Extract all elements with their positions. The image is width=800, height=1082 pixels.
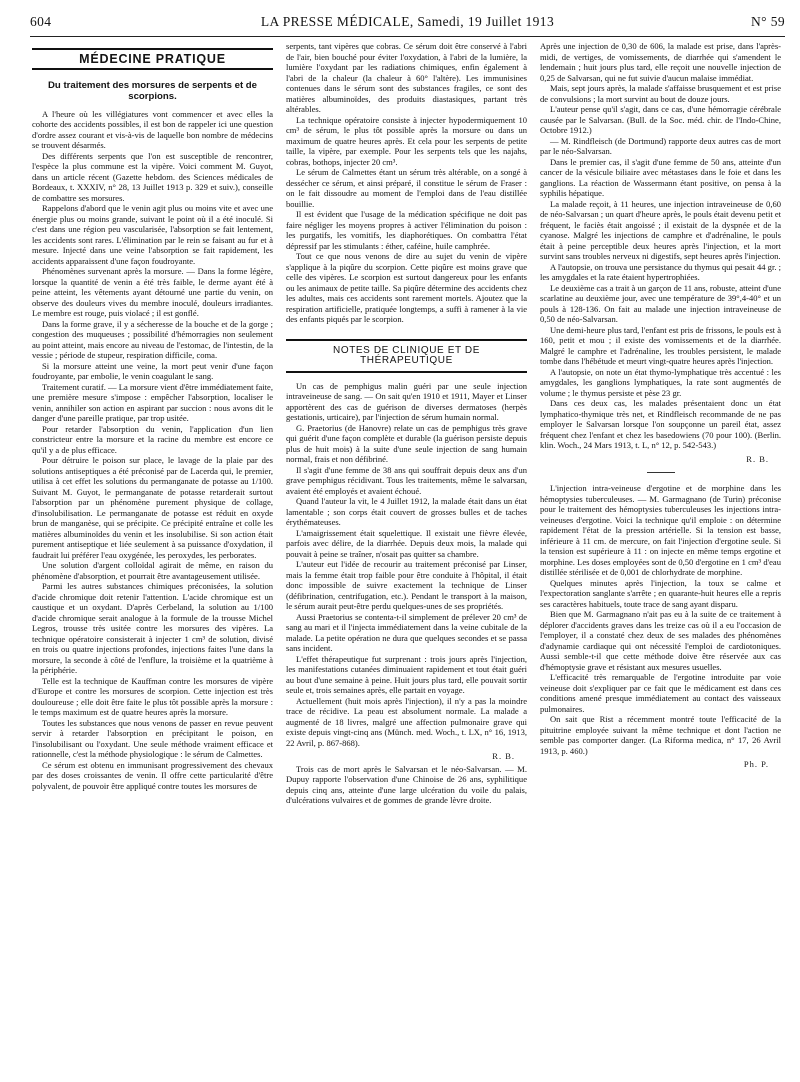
paragraph: Pour retarder l'absorption du venin, l'application d'un lien constricteur entre la morsure et la racine du membre est encore ce qu'il y a de plus efficace. — [32, 423, 273, 455]
paragraph: A l'heure où les villégiatures vont commencer et avec elles la cohorte des accidents possibles, il est bon de rappeler ici une question d'ordre assez courant et vis-à-vis de laquelle bon nombre de médecins se trouvent désarmés. — [32, 108, 273, 150]
paragraph: Toutes les substances que nous venons de passer en revue peuvent servir à retarder l'absorption en précipitant le poison, en l'insolubilisant ou l'oxydant. Une seule méthode vraiment efficace et rationnelle, c'est la méthode physiologique : le sérum de Calmettes. — [32, 717, 273, 759]
paragraph: L'effet thérapeutique fut surprenant : trois jours après l'injection, les manifestations cutanées diminuaient rapidement et tout était guéri au bout d'une semaine à peine. Huit jours plus tard, elle pouvait sortir seule et, trois semaines après, elle partait en voyage. — [286, 653, 527, 695]
paragraph: Ce sérum est obtenu en immunisant progressivement des chevaux par des doses croissantes de venin. Il offre cette particularité d'être polyvalent, de pouvoir être appliqué contre toutes les morsures de — [32, 759, 273, 791]
signature: Ph. P. — [743, 759, 769, 769]
paragraph: A l'autopsie, on trouva une persistance du thymus qui pesait 44 gr. ; les amygdales et la rate étaient hypertrophiées. — [540, 261, 781, 282]
column-2 — [286, 41, 527, 1071]
paragraph: Actuellement (huit mois après l'injection), il n'y a pas la moindre trace de récidive. La peau est absolument normale. La malade a augmenté de 18 livres, malgré une affection pulmonaire grave qui existe depuis vingt-cinq ans (Münch. med. Woch., t. LX, n° 16, 1913, 22 Avril, p. 867-868). — [286, 695, 527, 748]
signature: R. B. — [746, 453, 769, 464]
paragraph: Rappelons d'abord que le venin agit plus ou moins vite et avec une énergie plus ou moins grande, suivant le point où il a été inoculé. Si c'est dans une région peu vascularisée, l'absorption se fait lentement, les accidents sont rares. L'élimination par le rein se faisant au fur et à mesure. Injecté dans une veine l'absorption se fait rapidement, les accidents apparaissent d'une façon foudroyante. — [32, 203, 273, 266]
paragraph: Dans la forme grave, il y a sécheresse de la bouche et de la gorge ; congestion des muqueuses ; possibilité d'hémorragies non seulement au point atteint, mais encore au niveau de l'estomac, de l'intestin, de la vessie ; période de stupeur, respiration difficile, coma. — [32, 318, 273, 360]
paragraph: Il s'agit d'une femme de 38 ans qui souffrait depuis deux ans d'un grave pemphigus récidivant. Tous les traitements, même le salvarsan, avaient été employés et avaient échoué. — [286, 464, 527, 496]
signature: R. B. — [492, 751, 515, 761]
paragraph: Bien que M. Garmagnano n'ait pas eu à la suite de ce traitement à déplorer d'accidents graves dans les treize cas où il a eu l'occasion de l'employer, il a constaté chez deux de ses malades des phénomènes d'adynamie cardiaque qui ont nécessité l'emploi de cardiotoniques. Aussi semble-t-il que cette méthode doive être réservée aux cas d'hémoptysie grave et résistant aux mesures usuelles. — [540, 609, 781, 672]
paragraph: Aussi Praetorius se contenta-t-il simplement de prélever 20 cm³ de sang au mari et il l'injecta immédiatement dans la veine cubitale de la malade. La petite opération ne dura que quelques secondes et se passa sans incident. — [286, 611, 527, 653]
paragraph: L'efficacité très remarquable de l'ergotine introduite par voie veineuse doit s'expliquer par ce fait que le médicament est dans ces conditions amené presque immédiatement au contact des vaisseaux pulmonaires. — [540, 672, 781, 714]
paragraph: Quand l'auteur la vit, le 4 Juillet 1912, la malade était dans un état lamentable ; son corps était couvert de grosses bulles et de taches érythémateuses. — [286, 496, 527, 527]
paragraph: — M. Rindfleisch (de Dortmund) rapporte deux autres cas de mort par le néo-Salvarsan. — [540, 135, 781, 156]
paragraph: Dans le premier cas, il s'agit d'une femme de 50 ans, atteinte d'un cancer de la vésicule biliaire avec métastases dans le foie et dans les ganglions. La réaction de Wassermann étant positive, on pensa à la syphilis hépatique. — [540, 156, 781, 198]
paragraph: On sait que Rist a récemment montré toute l'efficacité de la pituitrine employée suivant la même technique et dont l'action ne semble pas comporter danger. (La Riforma medica, n° 17, 26 Avril 1913, p. 460.) — [540, 714, 781, 756]
paragraph: La technique opératoire consiste à injecter hypodermiquement 10 cm³ de sérum, le plus tôt possible après la morsure ou dans un maximum de quatre heures après. Et cela pour les serpents de petite taille, la vipère, par exemple. Pour les serpents tels que les najahs, cobras, bothops, injecter 20 cm³. — [286, 114, 527, 167]
paragraph: Il est évident que l'usage de la médication spécifique ne doit pas faire négliger les moyens propres à activer l'élimination du poison : les purgatifs, les vomitifs, les diaphorétiques. On combattra l'état dépressif par les stimulants : éther, caféine, huile camphrée. — [286, 209, 527, 251]
paragraph: Tout ce que nous venons de dire au sujet du venin de vipère s'applique à la piqûre du scorpion. Cette piqûre est moins grave que celle des vipères. Le scorpion est surtout dangereux pour les enfants ou les animaux de petite taille. Sa piqûre détermine des accidents chez les adultes, mais ces accidents sont rarement mortels. Ajoutez que la respiration artificielle, pratiquée longtemps, a suffi à ramener à la vie des enfants piqués par le scorpion. — [286, 251, 527, 324]
paragraph: Pour détruire le poison sur place, le lavage de la plaie par des solutions antiseptiques a été préconisé par de Lacerda qui, le premier, utilisa à cet effet les solutions du permanganate de potasse au 1/100. Suivant M. Guyot, le permanganate de potasse retarderait surtout l'absorption par un phénomène purement physique de collage, d'insolubilisation. Le permanganate de potasse est réduit en oxyde brun de manganèse, qui se précipite. Ce précipité entraîne et colle les matières albuminoïdes du venin et les insolubilise. Si son action était purement antiseptique et liée seulement à sa puissance d'oxydation, il faudrait lui préférer l'eau oxygénée, les peroxydes, les perborates. — [32, 455, 273, 560]
paragraph-ergotine-lead: L'injection intra-veineuse d'ergotine et de morphine dans les hémoptysies tuberculeuses. — M. Garmagnano (de Turin) préconise pour le traitement des hémoptysies tuberculeuses les injections intra-veineuses d'ergotine. Voici la technique qu'il emploie : on détermine rapidement l'état de la pression artérielle. Si la tension est basse, inférieure à 11 cm. de mercure, on fait l'injection d'ergotine seule. Si la tension est supérieure à 11 : on injecte en même temps ergotine et morphine. Les doses employées sont de 0,50 d'ergotine en 1 cm³ d'eau distillée stérilisée et de 0,001 de chlorhydrate de morphine. — [540, 483, 781, 577]
section-divider — [647, 472, 675, 473]
paragraph: Mais, sept jours après, la malade s'affaisse brusquement et est prise de convulsions ; la mort survint au bout de douze jours. — [540, 83, 781, 104]
paragraph-salvarsan-lead: Trois cas de mort après le Salvarsan et le néo-Salvarsan. — M. Dupuy rapporte l'observation d'une Chinoise de 26 ans, syphilitique depuis cinq ans, atteinte d'une large ulcération du voile du palais, d'ulcérations vulvaires et de gommes de grande lèvre droite. — [286, 763, 527, 805]
paragraph: L'auteur pense qu'il s'agit, dans ce cas, d'une hémorragie cérébrale causée par le Salvarsan. (Bull. de la Soc. méd. chir. de l'Indo-Chine, Octobre 1912.) — [540, 104, 781, 135]
paragraph: La malade reçoit, à 11 heures, une injection intraveineuse de 0,60 de néo-Salvarsan ; un quart d'heure après, le pouls était devenu petit et fréquent, le faciès était angoissé ; il existait de la dyspnée et de la cyanose. Malgré les injections de camphre et d'adrénaline, le pouls était à peine perceptible deux heures après l'injection, et la mort survint sans troubles nerveux ni digestifs, sept heures après l'injection. — [540, 198, 781, 261]
paragraph: L'amaigrissement était squelettique. Il existait une fièvre élevée, parfois avec délire, de la diarrhée. Depuis deux mois, la malade qui pouvait à peine se traîner, n'osait pas quitter sa chambre. — [286, 527, 527, 559]
paragraph-pemphigus-lead: Un cas de pemphigus malin guéri par une seule injection intraveineuse de sang. — On sait qu'en 1910 et 1911, Mayer et Linser apportèrent des cas de guérison de diverses dermatoses (herpès gestationis, urticaire), par l'injection de sérum humain normal. — [286, 380, 527, 422]
column-1 — [32, 41, 273, 1071]
paragraph: Le sérum de Calmettes étant un sérum très altérable, on a songé à dessécher ce sérum, et ainsi préparé, il constitue le sérum de Fraser : on le fait dissoudre au moment de l'emploi dans de l'eau distillée bouillie. — [286, 167, 527, 209]
column-3 — [540, 41, 781, 1071]
header-rule — [30, 36, 785, 37]
paragraph: Quelques minutes après l'injection, la toux se calme et l'expectoration sanglante s'arrête ; en quarante-huit heures elle a repris ses caractères habituels, toute trace de sang ayant disparu. — [540, 577, 781, 609]
paragraph: G. Praetorius (de Hanovre) relate un cas de pemphigus très grave qui guérit d'une façon complète et durable (la guérison persiste depuis plus de huit mois) à la suite d'une seule injection de sang humain normal, frais et non défibriné. — [286, 422, 527, 464]
paragraph: L'auteur eut l'idée de recourir au traitement préconisé par Linser, mais la femme était trop faible pour être conduite à l'hôpital, il était donc impossible de suivre exactement la technique de Linser (défibrination, centrifugation, etc.). Pendant le transport à la maison, le sérum aurait peut-être perdu quelques-unes de ses propriétés. — [286, 559, 527, 611]
page-header — [30, 14, 785, 34]
article-title-morsures: Du traitement des morsures de serpents et de scorpions. — [48, 79, 257, 102]
paragraph: Dans ces deux cas, les malades présentaient donc un état lymphatico-thymique très net, et Rindfleisch recommande de ne pas employer le Salvarsan lorsque l'on soupçonne un pareil état, assez fréquent chez l'enfant et chez les basedowiens (70 pour 100). (Berlin. klin. Woch., 24 Mars 1913, t. L, n° 12, p. 542-543.) — [540, 398, 781, 450]
paragraph: Si la morsure atteint une veine, la mort peut venir d'une façon foudroyante, par embolie, le venin coagulant le sang. — [32, 360, 273, 381]
paragraph: Des différents serpents que l'on est susceptible de rencontrer, l'espèce la plus commune est la vipère. Voici comment M. Guyot, dans un article récent (Gazette hebdom. des Sciences médicales de Bordeaux, t. XXXIV, n° 28, 13 Juillet 1913 p. 329 et suiv.), conseille de combattre ses morsures. — [32, 150, 273, 203]
paragraph: Une solution d'argent colloïdal agirait de même, en raison du phénomène d'absorption, et pourrait être avantageusement utilisée. — [32, 560, 273, 581]
journal-title: LA PRESSE MÉDICALE, Samedi, 19 Juillet 1913 — [260, 14, 555, 29]
paragraph: Le deuxième cas a trait à un garçon de 11 ans, robuste, atteint d'une scarlatine au deuxième jour, avec une température de 39°,4-40° et un pouls à 128-136. On fait au malade une injection intraveineuse de 0,50 de néo-Salvarsan. — [540, 282, 781, 324]
paragraph: Parmi les autres substances chimiques préconisées, la solution d'acide chromique doit retenir l'attention. L'acide chromique est un caustique et un oxydant. D'après Cerbeland, la solution au 1/100 d'acide chromique serait analogue à la formule de la trousse Michel Legros, trousse très usitée contre les morsures des vipères. La technique opératoire consisterait à injecter 1 cm³ de solution, divisé en trois ou quatre injections profondes, injections faites l'une dans la morsure, la seconde à côté de l'enflure, la troisième et la quatrième à la périphérie. — [32, 581, 273, 675]
paragraph: Traitement curatif. — La morsure vient d'être immédiatement faite, une première mesure s'impose : empêcher l'absorption, localiser le venin, annihiler son action en aspirant par succion : nous avons dit le danger d'une pareille pratique, par trop usitée. — [32, 381, 273, 423]
paragraph: A l'autopsie, on note un état thymo-lymphatique très accentué : les amygdales, les ganglions lymphatiques, la rate sont augmentés de volume ; le thymus persiste et pèse 23 gr. — [540, 366, 781, 398]
paragraph: serpents, tant vipères que cobras. Ce sérum doit être conservé à l'abri de l'air, bien bouché pour éviter l'oxydation, à l'abri de la lumière, la lumière l'oxydant par les radiations chimiques, enfin également à l'abri de la chaleur (la chaleur à 60° l'altère). Les immunisines contenues dans le sérum sont des substances fragiles, ce sont des matières albuminoïdes, des produits diastasiques, partant très altérables. — [286, 41, 527, 114]
paragraph: Après une injection de 0,30 de 606, la malade est prise, dans l'après-midi, de vertiges, de vomissements, de diarrhée qui s'amendent le lendemain ; huit jours plus tard, elle reçoit une nouvelle injection de 0,25 de Salvarsan, qui ne fut suivie d'aucun malaise immédiat. — [540, 41, 781, 83]
page-number: 604 — [30, 14, 52, 29]
section-heading-notes-clinique: NOTES DE CLINIQUE ET DE THÉRAPEUTIQUE — [286, 339, 527, 373]
paragraph: Telle est la technique de Kauffman contre les morsures de vipère d'Europe et contre les morsures de scorpion. Cette injection est très douloureuse ; elle doit être faite le plus tôt possible après la morsure : le temps maximum est de quatre heures après la morsure. — [32, 675, 273, 717]
paragraph: Phénomènes survenant après la morsure. — Dans la forme légère, lorsque la quantité de venin a été très faible, le derme ayant été à peine atteint, les vêtements ayant détourné une partie du venin, on observe des douleurs vives du membre inoculé, douleurs irradiantes. Le membre est rouge, puis violacé ; il est gonflé. — [32, 266, 273, 318]
section-heading-medecine-pratique: MÉDECINE PRATIQUE — [32, 48, 273, 70]
paragraph: Une demi-heure plus tard, l'enfant est pris de frissons, le pouls est à 160, petit et mou ; il existe des vomissements et de la diarrhée. Malgré le camphre et l'adrénaline, les troubles persistent, le malade tombe dans l'hébétude et meurt vingt-quatre heures après l'injection. — [540, 324, 781, 366]
issue-number: N° 59 — [750, 14, 785, 29]
